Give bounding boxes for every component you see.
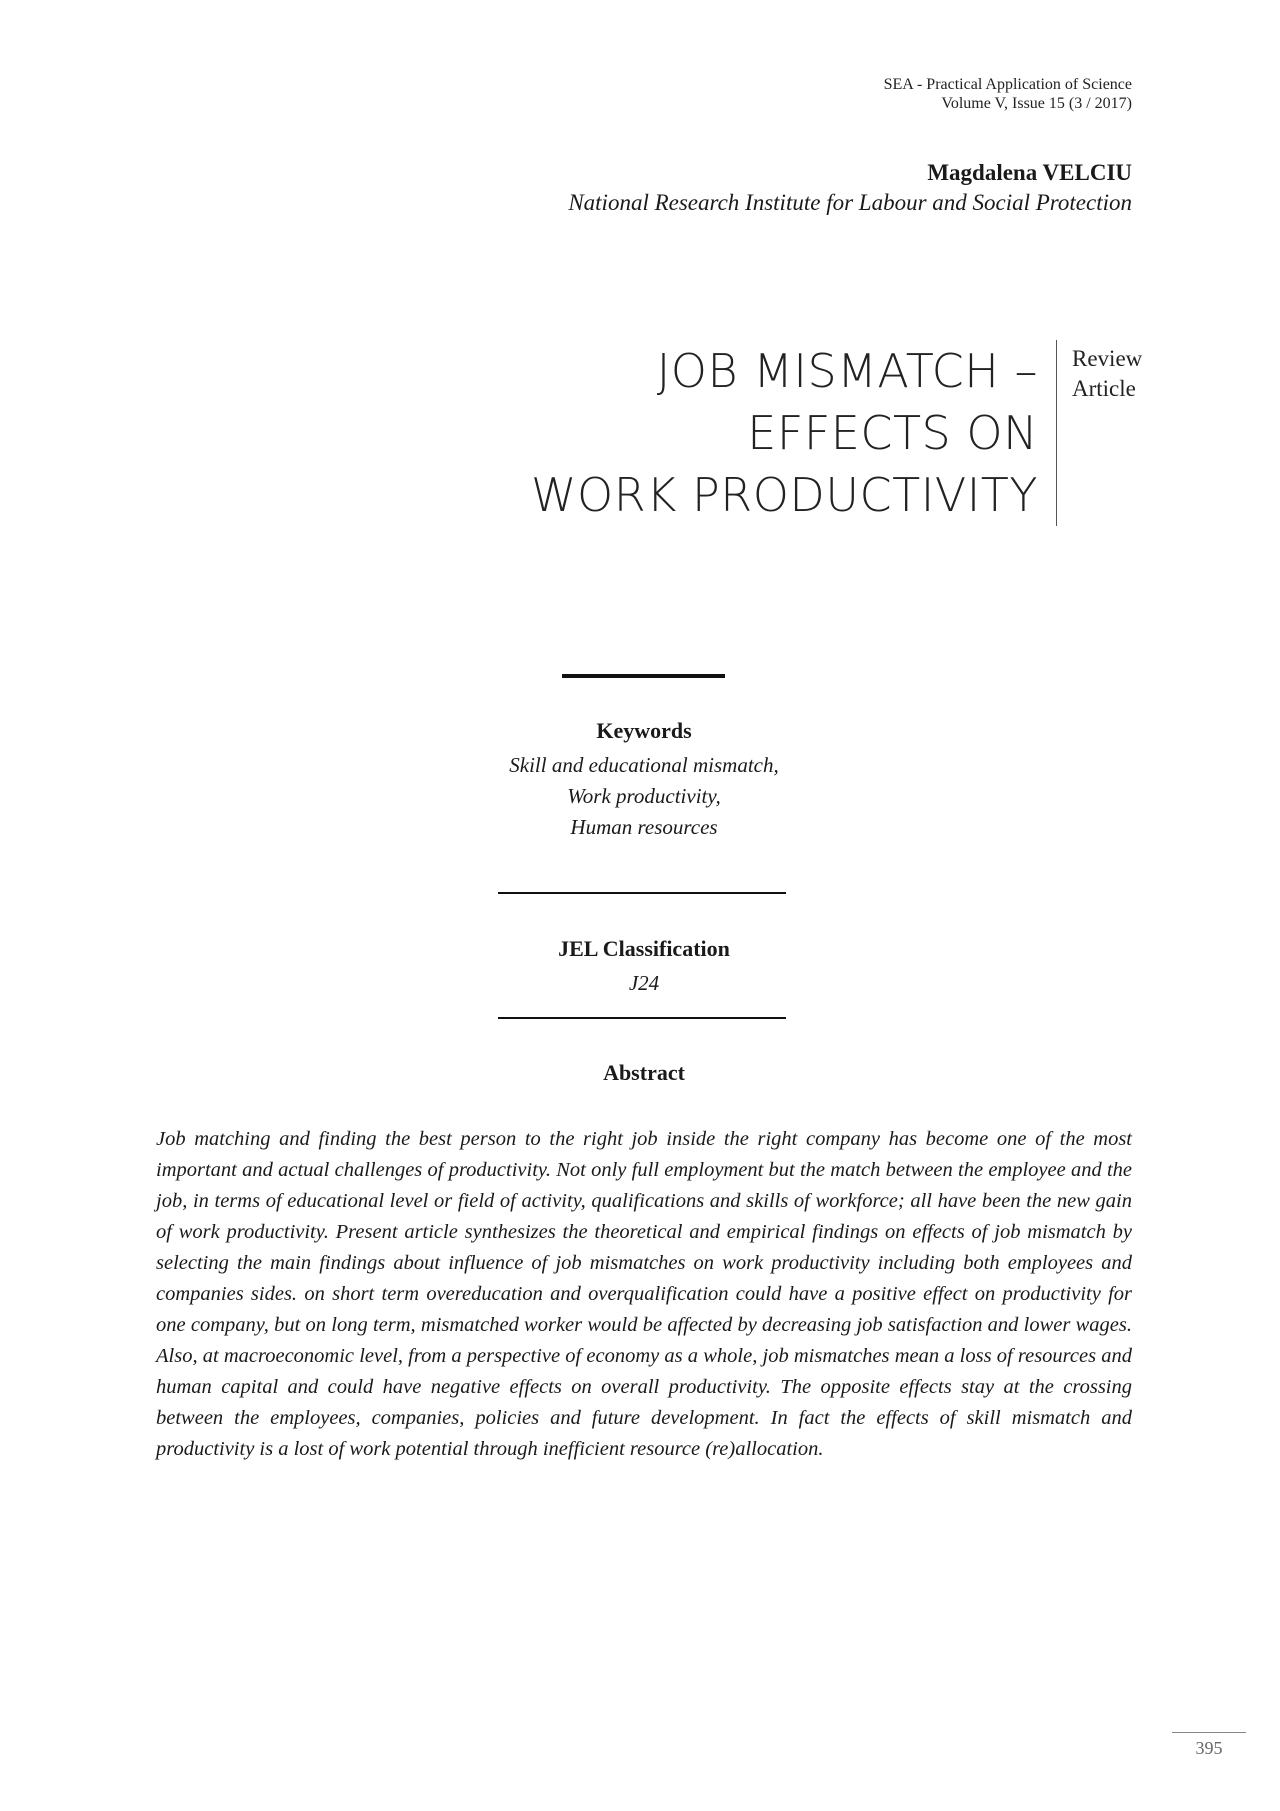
journal-name: SEA - Practical Application of Science: [883, 76, 1132, 93]
page-number: 395: [1195, 1738, 1223, 1758]
title-line: JOB MISMATCH –: [656, 344, 1038, 398]
author-name: Magdalena VELCIU: [927, 160, 1132, 185]
journal-volume-issue: Volume V, Issue 15 (3 / 2017): [941, 95, 1132, 112]
title-line: EFFECTS ON: [747, 406, 1038, 460]
journal-header: [884, 75, 1132, 113]
title-line: WORK PRODUCTIVITY: [531, 468, 1038, 522]
article-type-line: Article: [1072, 376, 1136, 401]
jel-code: J24: [628, 971, 660, 995]
divider-jel: [498, 1017, 786, 1019]
author-block: [568, 158, 1132, 218]
article-title: [531, 340, 1057, 526]
footer-rule: [1172, 1732, 1246, 1733]
article-type-line: Review: [1072, 346, 1143, 371]
article-type: [1072, 344, 1142, 404]
jel-heading: JEL Classification: [558, 936, 730, 961]
divider-thick: [562, 674, 725, 678]
abstract-heading: Abstract: [603, 1060, 685, 1085]
keyword-item: Skill and educational mismatch,: [509, 753, 779, 777]
keywords-list: [0, 750, 1280, 843]
keyword-item: Work productivity,: [567, 784, 721, 808]
author-affiliation: National Research Institute for Labour and Social Protection: [568, 190, 1132, 215]
divider-keywords: [498, 892, 786, 894]
keyword-item: Human resources: [570, 815, 718, 839]
abstract-text: Job matching and finding the best person to the right job inside the right company has become one of the most important and actual challenges of productivity. Not only full employment but the match between the employee and the job, in terms of educational level or field of activity, qualifications and skills of workforce; all have been the new gain of work productivity. Present article synthesizes the theoretical and empirical findings on effects of job mismatch by selecting the main findings about influence of job mismatches on work productivity including both employees and companies sides. on short term overeducation and overqualification could have a positive effect on productivity for one company, but on long term, mismatched worker would be affected by decreasing job satisfaction and lower wages. Also, at macroeconomic level, from a perspective of economy as a whole, job mismatches mean a loss of resources and human capital and could have negative effects on overall productivity. The opposite effects stay at the crossing between the employees, companies, policies and future development. In fact the effects of skill mismatch and productivity is a lost of work potential through inefficient resource (re)allocation.: [156, 1128, 1132, 1460]
keywords-heading: Keywords: [596, 718, 692, 743]
